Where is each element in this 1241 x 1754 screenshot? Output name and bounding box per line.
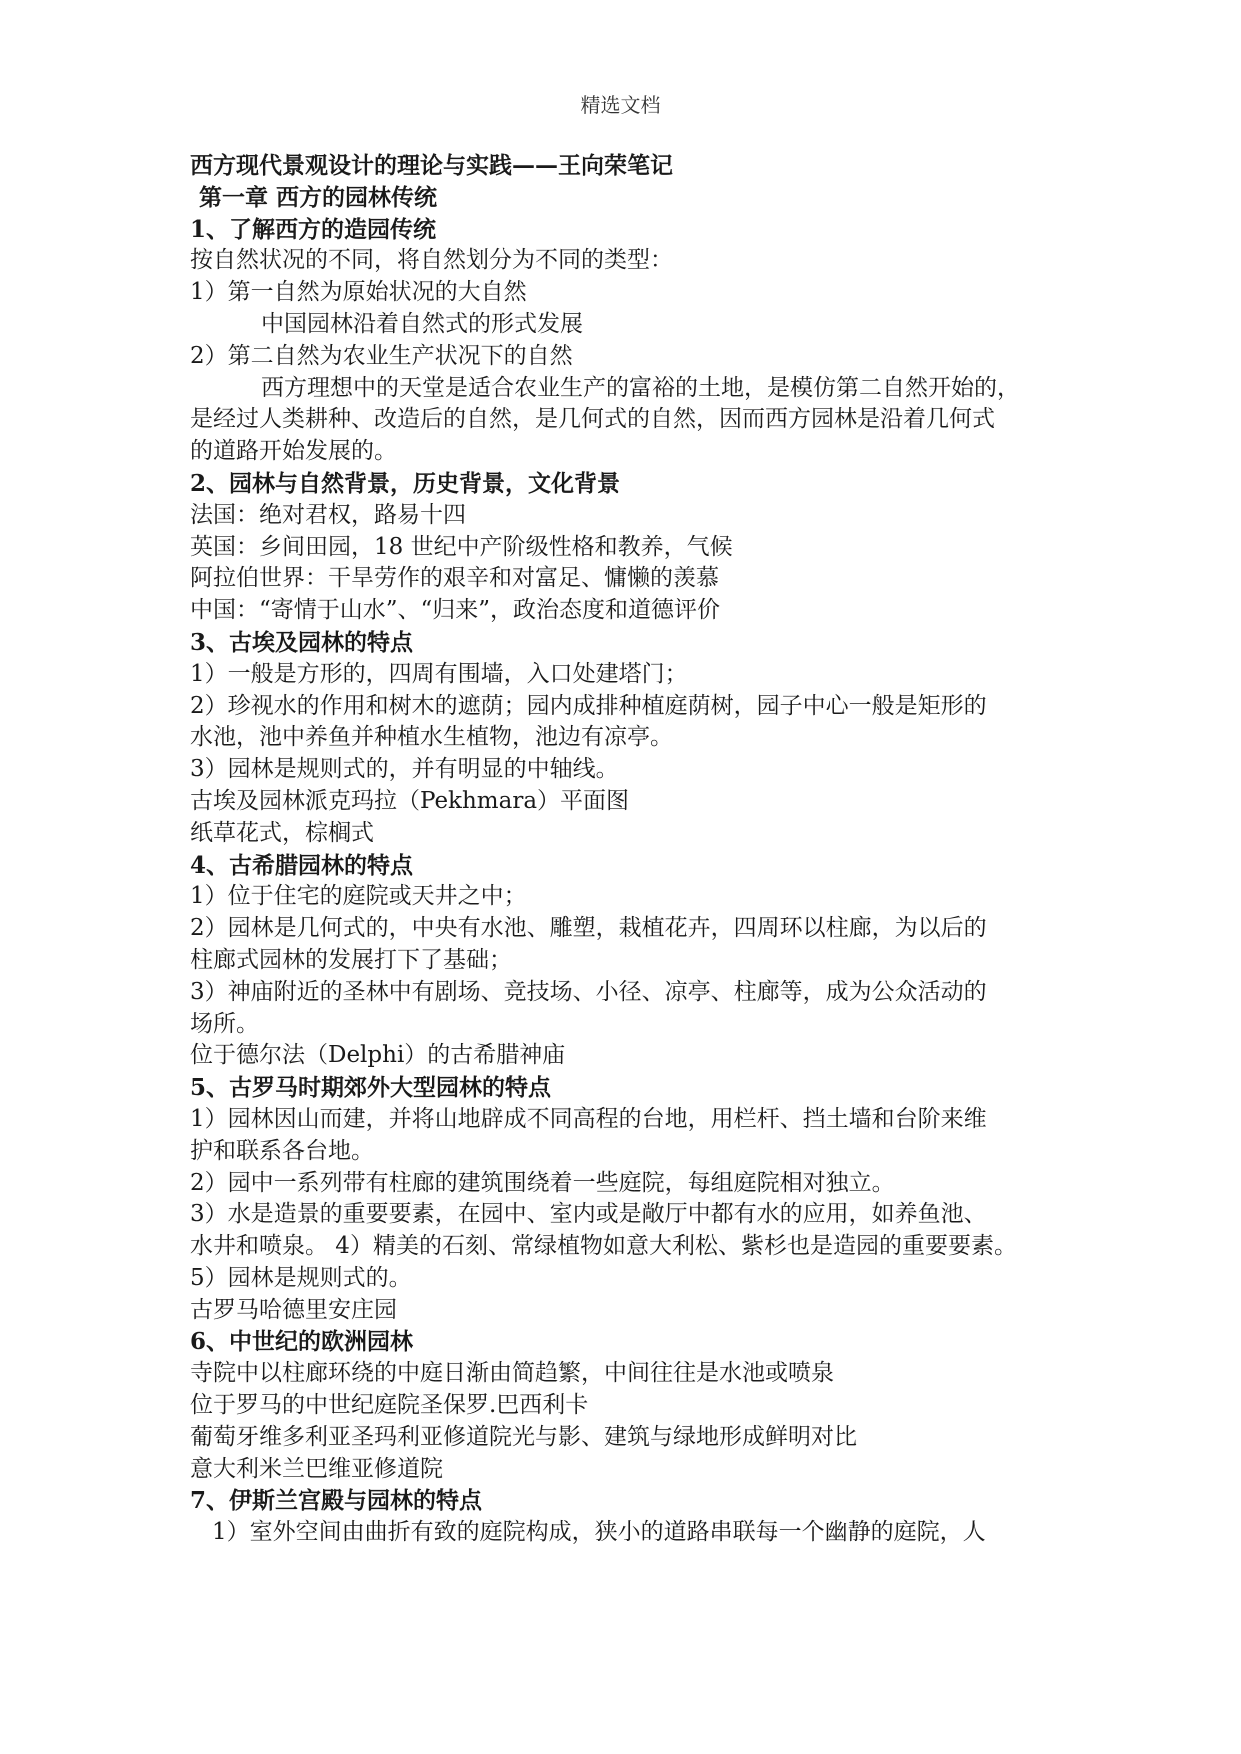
paragraph-line: 2）珍视水的作用和树木的遮荫；园内成排种植庭荫树，园子中心一般是矩形的: [190, 692, 987, 719]
paragraph-line: 中国：“寄情于山水”、“归来”，政治态度和道德评价: [190, 597, 721, 624]
paragraph-line: 1）第一自然为原始状况的大自然: [190, 279, 527, 306]
paragraph-line: 英国：乡间田园，18 世纪中产阶级性格和教养，气候: [190, 533, 733, 560]
paragraph-line: 1）一般是方形的，四周有围墙，入口处建塔门；: [190, 660, 688, 687]
paragraph-line: 5）园林是规则式的。: [190, 1264, 412, 1291]
document-body: [190, 150, 1070, 1549]
paragraph-line: 古埃及园林派克玛拉（Pekhmara）平面图: [190, 787, 630, 814]
paragraph-line: 1）位于住宅的庭院或天井之中；: [190, 883, 527, 910]
section-heading: 6、中世纪的欧洲园林: [190, 1328, 414, 1356]
section-heading: 第一章 西方的园林传统: [199, 183, 438, 211]
paragraph-line: 按自然状况的不同，将自然划分为不同的类型：: [190, 247, 673, 274]
paragraph-line: 阿拉伯世界：干旱劳作的艰辛和对富足、慵懒的羡慕: [190, 565, 719, 592]
paragraph-line: 寺院中以柱廊环绕的中庭日渐由简趋繁，中间往往是水池或喷泉: [190, 1360, 834, 1387]
paragraph-line: 3）园林是规则式的，并有明显的中轴线。: [190, 756, 619, 783]
section-heading: 7、伊斯兰宫殿与园林的特点: [190, 1487, 483, 1515]
paragraph-line: 3）水是造景的重要要素，在园中、室内或是敞厅中都有水的应用，如养鱼池、: [190, 1201, 987, 1228]
section-heading: 西方现代景观设计的理论与实践——王向荣笔记: [190, 152, 673, 179]
section-heading: 3、古埃及园林的特点: [190, 628, 414, 656]
paragraph-line: 位于罗马的中世纪庭院圣保罗.巴西利卡: [190, 1392, 589, 1419]
section-heading: 4、古希腊园林的特点: [190, 851, 414, 879]
section-heading: 2、园林与自然背景，历史背景，文化背景: [190, 469, 621, 497]
paragraph-line: 水池，池中养鱼并种植水生植物，池边有凉亭。: [190, 724, 673, 751]
paragraph-line: 1）园林因山而建，并将山地辟成不同高程的台地，用栏杆、挡土墙和台阶来维: [190, 1105, 987, 1132]
section-heading: 1、了解西方的造园传统: [190, 215, 437, 243]
paragraph-line: 1）室外空间由曲折有致的庭院构成，狭小的道路串联每一个幽静的庭院，人: [212, 1519, 986, 1546]
paragraph-line: 法国：绝对君权，路易十四: [190, 501, 466, 528]
paragraph-line: 位于德尔法（Delphi）的古希腊神庙: [190, 1042, 566, 1069]
paragraph-line: 水井和喷泉。 4）精美的石刻、常绿植物如意大利松、紫杉也是造园的重要要素。: [190, 1233, 1017, 1260]
section-heading: 5、古罗马时期郊外大型园林的特点: [190, 1074, 552, 1102]
page-header: 精选文档: [580, 93, 661, 117]
paragraph-line: 3）神庙附近的圣林中有剧场、竞技场、小径、凉亭、柱廊等，成为公众活动的: [190, 978, 987, 1005]
paragraph-line: 2）园林是几何式的，中央有水池、雕塑，栽植花卉，四周环以柱廊，为以后的: [190, 915, 987, 942]
paragraph-line: 2）第二自然为农业生产状况下的自然: [190, 342, 573, 369]
paragraph-line: 古罗马哈德里安庄园: [190, 1296, 397, 1323]
paragraph-line: 是经过人类耕种、改造后的自然，是几何式的自然，因而西方园林是沿着几何式: [190, 406, 995, 433]
paragraph-line: 葡萄牙维多利亚圣玛利亚修道院光与影、建筑与绿地形成鲜明对比: [190, 1423, 857, 1450]
paragraph-line: 意大利米兰巴维亚修道院: [190, 1455, 443, 1482]
paragraph-line: 的道路开始发展的。: [190, 438, 397, 465]
paragraph-line: 柱廊式园林的发展打下了基础；: [190, 946, 512, 973]
paragraph-line: 场所。: [190, 1010, 259, 1037]
paragraph-line: 护和联系各台地。: [190, 1137, 374, 1164]
paragraph-line: 纸草花式，棕榈式: [190, 819, 374, 846]
paragraph-line: 中国园林沿着自然式的形式发展: [261, 310, 583, 337]
paragraph-line: 2）园中一系列带有柱廊的建筑围绕着一些庭院，每组庭院相对独立。: [190, 1169, 895, 1196]
paragraph-line: 西方理想中的天堂是适合农业生产的富裕的土地，是模仿第二自然开始的，: [261, 374, 1020, 401]
